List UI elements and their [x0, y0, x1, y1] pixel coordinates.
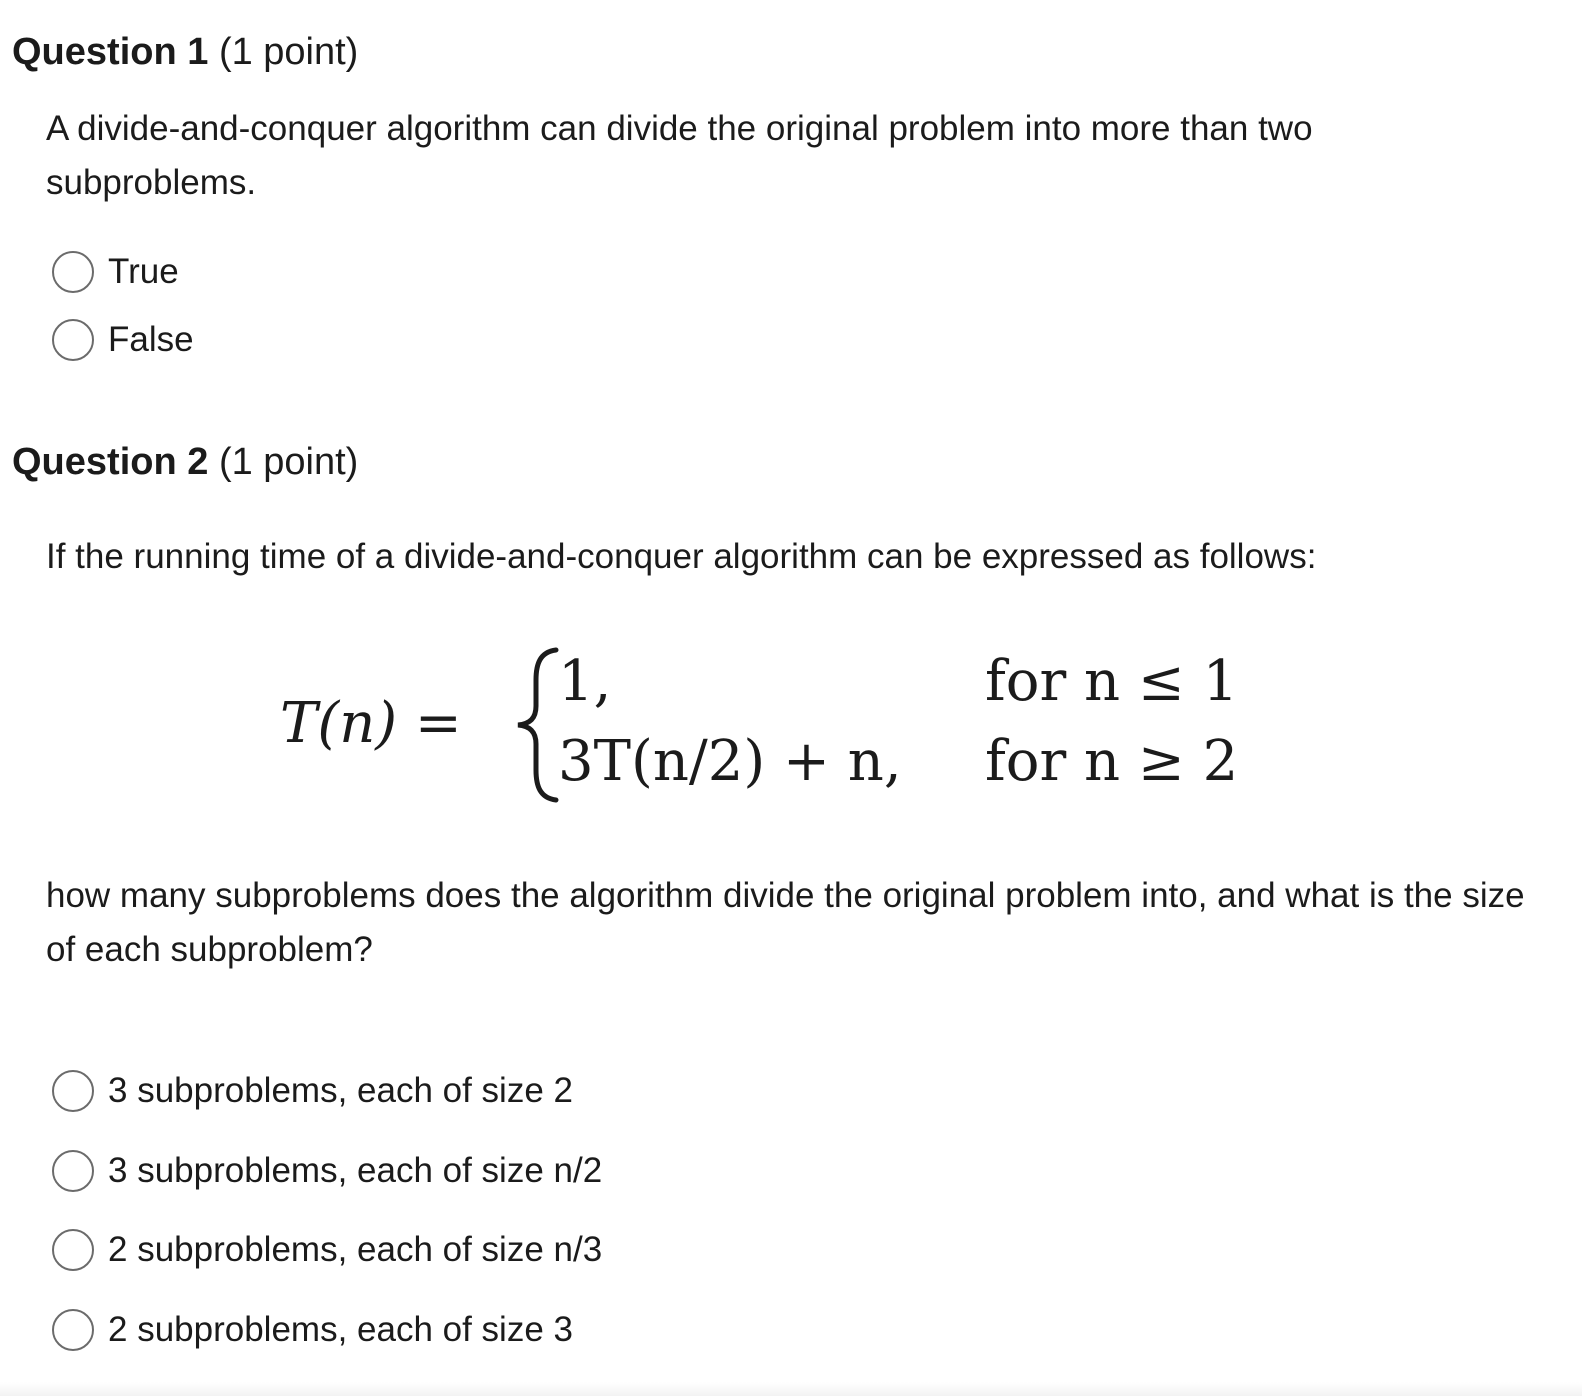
formula-case1-cond: for n ≤ 1 [985, 649, 1239, 714]
radio-button[interactable] [52, 319, 94, 361]
question-2-option-1[interactable] [52, 1067, 573, 1115]
question-2-followup-text: how many subproblems does the algorithm divide the original problem into, and what is the size of each subproblem? [46, 876, 1525, 969]
question-2-title [12, 440, 358, 484]
question-2-option-3[interactable] [52, 1226, 602, 1274]
radio-button[interactable] [52, 1150, 94, 1192]
question-2-points: (1 point) [218, 441, 359, 483]
option-label: 2 subproblems, each of size 3 [108, 1310, 573, 1349]
option-label: 2 subproblems, each of size n/3 [108, 1230, 603, 1269]
question-1-points: (1 point) [218, 31, 359, 73]
radio-button[interactable] [52, 1309, 94, 1351]
question-1-title [12, 30, 358, 74]
option-label: 3 subproblems, each of size 2 [108, 1071, 573, 1110]
option-label: 3 subproblems, each of size n/2 [108, 1151, 603, 1190]
question-1-option-true[interactable] [52, 248, 179, 296]
radio-button[interactable] [52, 251, 94, 293]
radio-button[interactable] [52, 1070, 94, 1112]
formula-case2-expr: 3T(n/2) + n, [558, 729, 902, 794]
radio-button[interactable] [52, 1229, 94, 1271]
question-2-option-4[interactable] [52, 1306, 573, 1354]
page-bottom-edge [0, 1382, 1582, 1396]
question-2-number: Question 2 [12, 441, 209, 483]
formula-case2-cond: for n ≥ 2 [985, 729, 1239, 794]
question-2-option-2[interactable] [52, 1147, 602, 1195]
question-2-intro-text: If the running time of a divide-and-conquer algorithm can be expressed as follows: [46, 537, 1317, 576]
formula-lhs: T(n) = [280, 691, 462, 756]
question-1-number: Question 1 [12, 31, 209, 73]
question-1-text: A divide-and-conquer algorithm can divide the original problem into more than two subproblems. [46, 109, 1313, 202]
formula-case1-expr: 1, [558, 649, 612, 714]
option-label: False [108, 320, 194, 359]
question-1-option-false[interactable] [52, 316, 194, 364]
option-label: True [108, 252, 179, 291]
recurrence-formula [280, 640, 1260, 810]
